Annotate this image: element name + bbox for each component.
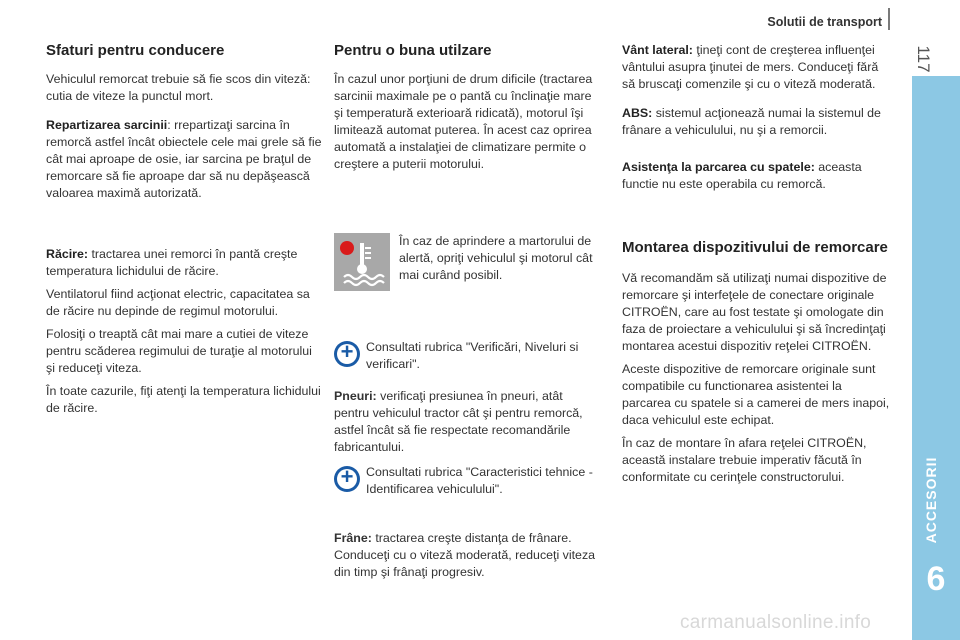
chapter-number: 6 [926, 560, 946, 598]
climate-paragraph: În cazul unor porţiuni de drum dificile (tractarea sarcinii maximale pe o pantă cu înclinaţie mare şi temperatură exterioară ridicată), motorul îşi limitează automat puterea. În acest caz oprirea automată a instalaţiei de climatizare permite o creştere a puterii motorului. [334, 72, 593, 171]
cooling-text: tractarea unei remorci în pantă creşte temperatura lichidului de răcire. [46, 247, 298, 278]
column-towing-equipment [622, 42, 892, 492]
page-number: 117 [914, 45, 933, 73]
warning-lamp-note: În caz de aprindere a martorului de alertă, opriţi vehiculul şi motorul cât mai curând posibil. [399, 234, 593, 282]
parking-assist-paragraph [622, 159, 892, 193]
section-title-towing-mount: Montarea dispozitivului de remorcare [622, 239, 888, 256]
crosswind-text: ţineţi cont de creşterea influenţei vântului asupra ţinutei de mers. Conduceţi fără să bruscaţi comenzile şi cu o viteză moderată. [622, 43, 879, 91]
parking-assist-text: aceasta functie nu este operabila cu remorcă. [622, 160, 862, 191]
brakes-text: tractarea creşte distanţa de frânare. Conduceţi cu o viteză moderată, reduceţi viteza din timp şi frânaţi progresiv. [334, 531, 596, 579]
chapter-side-tab [912, 76, 960, 640]
mount-paragraph-1: Vă recomandăm să utilizaţi numai dispozitive de remorcare şi interfeţele de conectare originale CITROËN, care au fost testate şi omologate din faza de proiectare a vehiculului şi să încredinţaţi montarea acestui dispozitiv reţelei CITROËN. [622, 271, 887, 353]
parking-assist-label: Asistenţa la parcarea cu spatele: [622, 160, 815, 174]
abs-paragraph [622, 105, 892, 139]
brakes-label: Frâne: [334, 531, 372, 545]
see-also-checks-note: Consultati rubrica "Verificări, Niveluri si verificari". [366, 340, 579, 371]
chapter-label [920, 452, 942, 548]
load-text: : rrepartizaţi sarcina în remorcă astfel încât obiectele cele mai grele să fie cât mai aproape de osie, iar sarcina pe braţul de remorcare să fie aproape dar să nu depăşească valoarea maximă autorizată. [46, 118, 322, 200]
crosswind-paragraph [622, 42, 892, 93]
crosswind-label: Vânt lateral: [622, 43, 693, 57]
load-label: Repartizarea sarcinii [46, 118, 168, 132]
tyres-paragraph [334, 388, 596, 456]
temperature-paragraph: În toate cazurile, fiţi atenţi la temperatura lichidului de răcire. [46, 384, 321, 415]
coolant-warning-icon [334, 233, 390, 291]
gear-paragraph: Folosiţi o treaptă cât mai mare a cutiei de viteze pentru scăderea regimului de turaţie al motorului şi reduceţi viteza. [46, 327, 312, 375]
tyres-label: Pneuri: [334, 389, 377, 403]
page-header-title: Solutii de transport [767, 15, 882, 29]
coolant-temperature-symbol [334, 233, 390, 291]
load-paragraph [46, 117, 322, 202]
abs-text: sistemul acţionează numai la sistemul de frânare a vehiculului, nu şi a remorcii. [622, 106, 881, 137]
intro-paragraph: Vehiculul remorcat trebuie să fie scos din viteză: cutia de viteze la punctul mort. [46, 72, 311, 103]
chapter-label-text: ACCESORII [923, 456, 939, 544]
watermark: carmanualsonline.info [680, 612, 872, 633]
cooling-paragraph [46, 246, 322, 280]
section-title-proper-use: Pentru o buna utilzare [334, 42, 492, 59]
column-driving-tips [46, 42, 322, 423]
abs-label: ABS: [622, 106, 653, 120]
brakes-paragraph [334, 530, 602, 581]
fan-paragraph: Ventilatorul fiind acţionat electric, capacitatea sa de răcire nu depinde de regimul motorului. [46, 287, 310, 318]
cooling-label: Răcire: [46, 247, 89, 261]
mount-paragraph-3: În caz de montare în afara reţelei CITROËN, această instalare trebuie imperativ făcută în conformitate cu cerinţele constructorului. [622, 436, 867, 484]
column-proper-use [334, 42, 602, 179]
mount-paragraph-2: Aceste dispozitive de remorcare originale sunt compatibile cu functionarea asistentei la parcarea cu spatele si a camerei de mers inapoi, daca vehiculul este echipat. [622, 362, 890, 427]
see-also-technical-note: Consultati rubrica "Caracteristici tehnice - Identificarea vehiculului". [366, 465, 593, 496]
header-divider [888, 8, 890, 30]
section-title-driving-tips: Sfaturi pentru conducere [46, 42, 225, 59]
info-plus-icon [334, 341, 360, 367]
tyres-text: verificaţi presiunea în pneuri, atât pentru vehiculul tractor cât şi pentru remorcă, astfel încât să fie respectate recomandările fabricantului. [334, 389, 583, 454]
info-plus-icon [334, 466, 360, 492]
